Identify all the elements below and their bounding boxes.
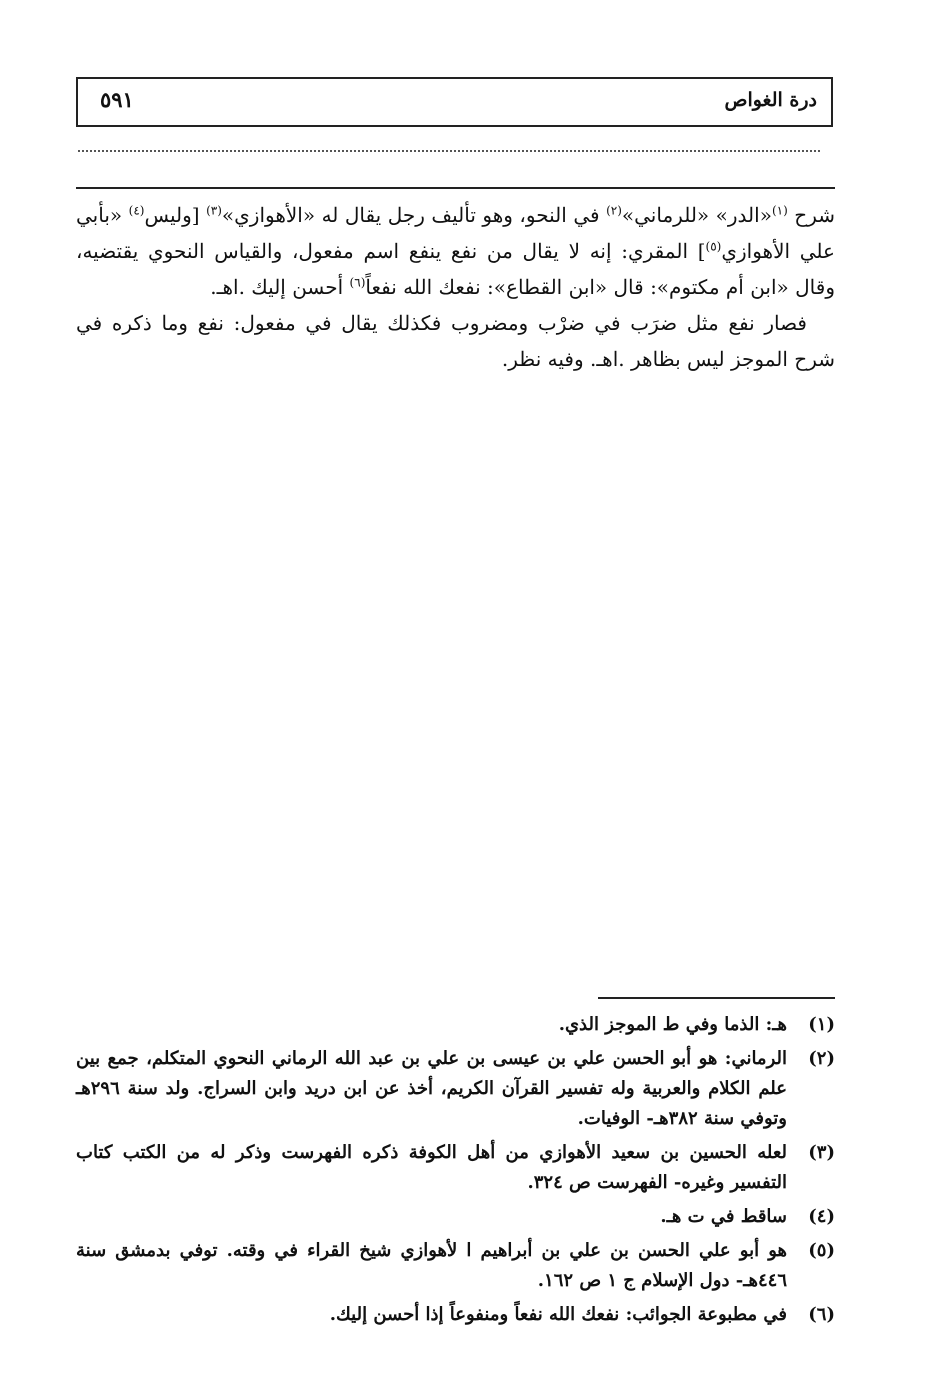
footnote-ref: (٤) xyxy=(128,203,145,218)
footnote xyxy=(76,1202,835,1232)
footnote-number: (٢) xyxy=(808,1048,835,1069)
paragraph-2: فصار نفع مثل ضرَب في ضرْب ومضروب فكذلك يقال في مفعول: نفع وما ذكره في شرح الموجز ليس بظاهر .اهـ. وفيه نظر. xyxy=(76,311,835,371)
footnote-number: (٣) xyxy=(808,1142,835,1163)
top-rule xyxy=(76,187,835,189)
footnote-text: ساقط في ت هـ. xyxy=(660,1206,787,1227)
footnote-text: هو أبو علي الحسن بن علي بن أبراهيم ا لأهوازي شيخ القراء في وقته. توفي بدمشق سنة ٤٤٦هـ- دول الإسلام ج ١ ص ١٦٢. xyxy=(76,1240,787,1291)
footnote xyxy=(76,1138,835,1198)
footnote-ref: (٢) xyxy=(606,203,622,218)
text-run: [وليس xyxy=(144,203,207,227)
footnote xyxy=(76,1300,835,1330)
main-text xyxy=(76,197,835,377)
footnote xyxy=(76,1044,835,1134)
footnote-number: (١) xyxy=(808,1014,835,1035)
footnote xyxy=(76,1010,835,1040)
footnotes xyxy=(76,1010,835,1334)
text-run: «الدر» «للرماني» xyxy=(621,203,772,227)
page-header xyxy=(76,77,833,127)
text-run: ] المقري: إنه لا يقال من نفع ينفع اسم مفعول، والقياس النحوي يقتضيه، وقال «ابن أم مكتوم»: قال «ابن القطاع»: نفعك الله نفعاً xyxy=(76,239,835,299)
text-run: في النحو، وهو تأليف رجل يقال له «الأهوازي» xyxy=(221,203,607,227)
footnote-number: (٦) xyxy=(808,1304,835,1325)
footnote-text: الرماني: هو أبو الحسن علي بن عيسى بن علي بن عبد الله الرماني النحوي المتكلم، جمع بين علم الكلام والعربية وله تفسير القرآن الكريم، أخذ عن ابن دريد وابن السراج. ولد سنة ٢٩٦هـ وتوفي سنة ٣٨٢هـ- الوفيات. xyxy=(76,1048,787,1129)
footnote xyxy=(76,1236,835,1296)
page-number: ٥٩١ xyxy=(100,87,134,112)
footnote-number: (٤) xyxy=(808,1206,835,1227)
footnote-text: في مطبوعة الجوائب: نفعك الله نفعاً ومنفوعاً إذا أحسن إليك. xyxy=(329,1304,787,1325)
footnote-number: (٥) xyxy=(808,1240,835,1261)
footnote-ref: (٦) xyxy=(349,275,366,290)
text-run: أحسن إليك .اهـ. xyxy=(210,275,350,299)
footnote-ref: (٥) xyxy=(705,239,722,254)
dotted-separator xyxy=(78,144,820,152)
footnote-text: هـ: الذما وفي ط الموجز الذي. xyxy=(558,1014,787,1035)
footnote-text: لعله الحسين بن سعيد الأهوازي من أهل الكوفة ذكره الفهرست وذكر له من الكتب كتاب التفسير وغيره- الفهرست ص ٣٢٤. xyxy=(76,1142,787,1193)
footnote-ref: (٣) xyxy=(206,203,222,218)
book-title: درة الغواص xyxy=(724,89,817,111)
text-run: شرح xyxy=(787,203,835,227)
footnote-ref: (١) xyxy=(771,203,788,218)
text-run: «بأبي علي الأهوازي xyxy=(76,203,835,263)
footnote-rule xyxy=(598,997,835,999)
paragraph-1 xyxy=(76,197,835,305)
